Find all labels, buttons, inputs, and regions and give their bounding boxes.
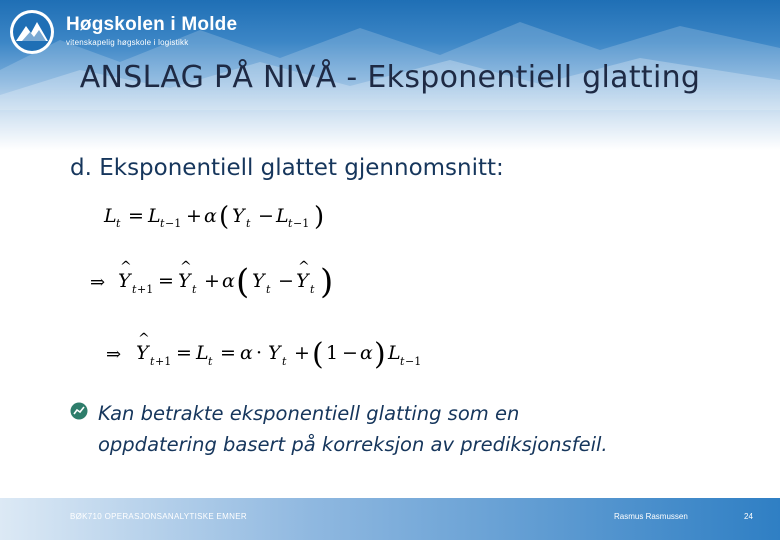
svg-text:·: · [256, 342, 263, 364]
logo-name: Høgskolen i Molde [66, 14, 238, 35]
svg-text:α: α [360, 342, 373, 364]
page-number: 24 [744, 512, 753, 521]
svg-text:+: + [204, 270, 220, 292]
footer-author: Rasmus Rasmussen [614, 512, 688, 521]
svg-text:t: t [288, 217, 293, 230]
logo-icon [8, 8, 56, 56]
page-title: ANSLAG PÅ NIVÅ - Eksponentiell glatting [79, 60, 701, 95]
svg-text:+1: +1 [155, 355, 172, 368]
svg-text:t: t [150, 355, 155, 368]
svg-text:+: + [294, 342, 310, 364]
formula-forecast-update [70, 255, 390, 307]
svg-text:t: t [246, 217, 251, 230]
svg-text:(: ( [236, 262, 250, 302]
svg-text:−: − [342, 342, 358, 364]
svg-text:α: α [204, 205, 217, 227]
svg-text:t: t [208, 355, 213, 368]
svg-text:α: α [240, 342, 253, 364]
svg-text:Y: Y [296, 270, 309, 292]
bullet-text [98, 398, 748, 460]
svg-text:t: t [132, 283, 137, 296]
svg-text:=: = [176, 342, 192, 364]
svg-text:Y: Y [136, 342, 149, 364]
svg-text:α: α [222, 270, 235, 292]
bullet-line-1: Kan betrakte eksponentiell glatting som en [98, 402, 520, 425]
formula-forecast-level [70, 330, 470, 378]
svg-text:L: L [196, 342, 209, 364]
svg-text:⇒: ⇒ [90, 272, 106, 293]
svg-text:t: t [310, 283, 315, 296]
svg-text:Y: Y [178, 270, 191, 292]
svg-text:): ) [314, 202, 325, 232]
footer-course: BØK710 OPERASJONSANALYTISKE EMNER [70, 512, 247, 521]
svg-text:L: L [276, 205, 289, 227]
svg-text:t: t [116, 217, 121, 230]
svg-text:−1: −1 [293, 217, 310, 230]
svg-text:Y: Y [232, 205, 245, 227]
svg-text:L: L [388, 342, 401, 364]
svg-text:=: = [128, 205, 144, 227]
svg-text:=: = [220, 342, 236, 364]
svg-text:Y: Y [118, 270, 131, 292]
svg-text:1: 1 [326, 342, 339, 364]
svg-text:): ) [374, 337, 386, 372]
svg-text:−: − [278, 270, 294, 292]
svg-text:^: ^ [298, 259, 310, 275]
svg-text:L: L [148, 205, 161, 227]
section-subheading: d. Eksponentiell glattet gjennomsnitt: [70, 155, 504, 181]
svg-text:(: ( [312, 337, 324, 372]
svg-text:t: t [266, 283, 271, 296]
svg-text:=: = [158, 270, 174, 292]
svg-text:+1: +1 [137, 283, 154, 296]
svg-text:⇒: ⇒ [106, 344, 122, 365]
svg-text:−1: −1 [165, 217, 182, 230]
svg-text:(: ( [219, 202, 230, 232]
svg-text:Y: Y [268, 342, 281, 364]
svg-text:Y: Y [252, 270, 265, 292]
svg-text:−1: −1 [405, 355, 422, 368]
svg-text:t: t [192, 283, 197, 296]
svg-text:−: − [258, 205, 274, 227]
svg-text:): ) [320, 262, 334, 302]
svg-text:^: ^ [180, 259, 192, 275]
svg-text:L: L [104, 205, 117, 227]
svg-text:^: ^ [120, 259, 132, 275]
formula-level-update [70, 194, 370, 240]
bullet-line-2: oppdatering basert på korreksjon av prediksjonsfeil. [98, 433, 608, 456]
svg-text:t: t [160, 217, 165, 230]
logo-tagline: vitenskapelig høgskole i logistikk [66, 38, 189, 47]
svg-text:t: t [400, 355, 405, 368]
svg-text:^: ^ [138, 331, 150, 347]
bullet-icon [70, 402, 88, 420]
svg-text:t: t [282, 355, 287, 368]
svg-text:+: + [186, 205, 202, 227]
